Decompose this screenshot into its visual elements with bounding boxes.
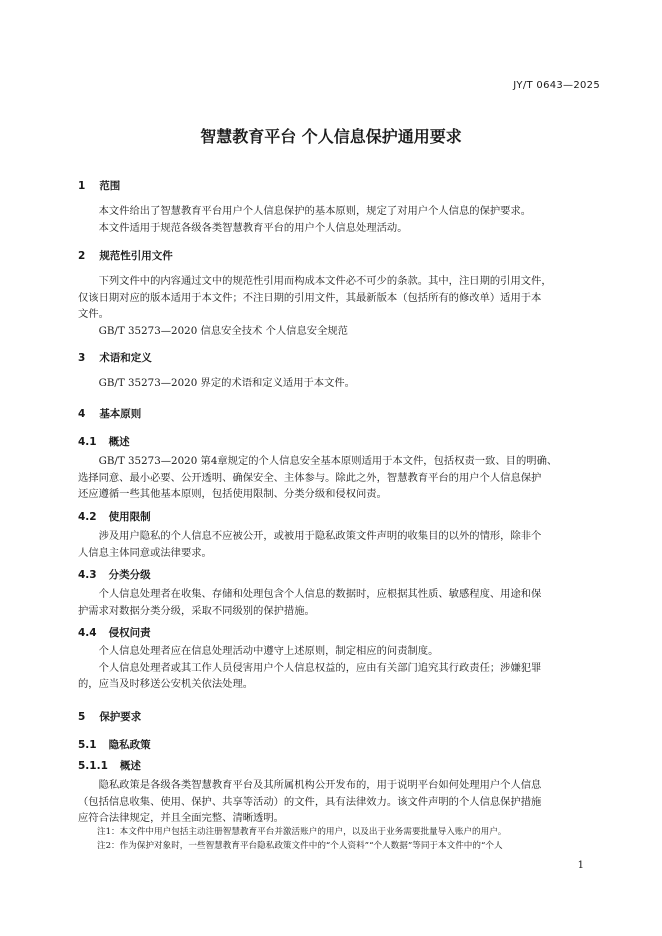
section-4-3-body — [78, 586, 598, 619]
section-title: 规范性引用文件 — [99, 250, 173, 262]
section-title: 概述 — [108, 436, 130, 448]
paragraph-line: 还应遵循一些其他基本原则，包括使用限制、分类分级和侵权问责。 — [78, 488, 387, 500]
section-title: 保护要求 — [99, 711, 142, 723]
paragraph-line: 选择同意、最小必要、公开透明、确保安全、主体参与。除此之外，智慧教育平台的用户个人信息保护 — [78, 471, 542, 484]
section-1-body — [78, 203, 598, 236]
section-4-2-heading — [78, 509, 151, 524]
paragraph-line: 涉及用户隐私的个人信息不应被公开，或被用于隐私政策文件声明的收集目的以外的情形，除非个 — [78, 530, 542, 542]
section-number: 3 — [78, 352, 86, 364]
section-title: 术语和定义 — [99, 352, 152, 364]
notes — [97, 825, 602, 853]
paragraph-line: 个人信息处理者在收集、存储和处理包含个人信息的数据时，应根据其性质、敏感程度、用途和保 — [78, 588, 542, 600]
standard-number: JY/T 0643—2025 — [513, 80, 600, 91]
section-number: 4.3 — [78, 569, 97, 581]
section-title: 概述 — [119, 760, 141, 772]
paragraph-line: 下列文件中的内容通过文中的规范性引用而构成本文件必不可少的条款。其中，注日期的引用文件， — [78, 275, 552, 287]
paragraph-line: GB/T 35273—2020 第4章规定的个人信息安全基本原则适用于本文件，包括权责一致、目的明确、 — [78, 455, 558, 467]
section-1-heading — [78, 178, 120, 193]
note-2: 注2：作为保护对象时，一些智慧教育平台隐私政策文件中的“个人资料”“个人数据”等同于本文件中的“个人 — [97, 841, 503, 851]
paragraph-line: 文件。 — [78, 308, 109, 320]
section-4-1-heading — [78, 434, 130, 449]
section-title: 分类分级 — [108, 569, 151, 581]
section-title: 使用限制 — [108, 511, 151, 523]
paragraph-line: GB/T 35273—2020 信息安全技术 个人信息安全规范 — [78, 324, 348, 337]
section-4-1-body — [78, 453, 598, 503]
section-number: 1 — [78, 180, 86, 192]
paragraph-line: 本文件适用于规范各级各类智慧教育平台的用户个人信息处理活动。 — [78, 221, 408, 234]
document-title: 智慧教育平台 个人信息保护通用要求 — [200, 127, 462, 146]
section-number: 4 — [78, 408, 86, 420]
paragraph-line: 应符合法律规定，并且全面完整、清晰透明。 — [78, 812, 284, 824]
paragraph-line: 隐私政策是各级各类智慧教育平台及其所属机构公开发布的，用于说明平台如何处理用户个人信息 — [78, 779, 542, 791]
section-5-1-1-heading — [78, 758, 141, 773]
section-5-heading — [78, 709, 141, 724]
section-4-4-heading — [78, 625, 151, 640]
paragraph-line: 本文件给出了智慧教育平台用户个人信息保护的基本原则，规定了对用户个人信息的保护要求。 — [78, 205, 532, 217]
section-number: 5 — [78, 711, 86, 723]
note-1: 注1：本文件中用户包括主动注册智慧教育平台并激活账户的用户，以及出于业务需要批量导入账户的用户。 — [97, 827, 507, 837]
section-title: 侵权问责 — [108, 627, 151, 639]
section-number: 4.4 — [78, 627, 97, 639]
section-4-4-body — [78, 643, 598, 693]
paragraph-line: 人信息主体同意或法律要求。 — [78, 546, 212, 559]
paragraph-line: GB/T 35273—2020 界定的术语和定义适用于本文件。 — [78, 377, 355, 389]
section-3-body — [78, 375, 598, 392]
section-title: 范围 — [99, 180, 121, 192]
section-2-body — [78, 273, 598, 339]
paragraph-line: 仅该日期对应的版本适用于本文件；不注日期的引用文件，其最新版本（包括所有的修改单）适用于本 — [78, 291, 542, 304]
section-number: 4.2 — [78, 511, 97, 523]
section-title: 基本原则 — [99, 408, 142, 420]
section-5-1-1-body — [78, 777, 598, 827]
section-4-2-body — [78, 528, 598, 561]
section-3-heading — [78, 350, 152, 365]
paragraph-line: 的，应当及时移送公安机关依法处理。 — [78, 678, 254, 690]
page-number: 1 — [577, 860, 584, 871]
section-number: 2 — [78, 250, 86, 262]
paragraph-line: 个人信息处理者应在信息处理活动中遵守上述原则，制定相应的问责制度。 — [78, 645, 439, 657]
section-2-heading — [78, 248, 173, 263]
section-number: 5.1.1 — [78, 760, 108, 772]
paragraph-line: 护需求对数据分类分级，采取不同级别的保护措施。 — [78, 604, 315, 617]
section-5-1-heading — [78, 737, 151, 752]
paragraph-line: 个人信息处理者或其工作人员侵害用户个人信息权益的，应由有关部门追究其行政责任；涉嫌犯罪 — [78, 661, 542, 674]
section-title: 隐私政策 — [108, 739, 151, 751]
section-number: 5.1 — [78, 739, 97, 751]
section-number: 4.1 — [78, 436, 97, 448]
section-4-3-heading — [78, 567, 151, 582]
section-4-heading — [78, 406, 141, 421]
paragraph-line: （包括信息收集、使用、保护、共享等活动）的文件，具有法律效力。该文件声明的个人信息保护措施 — [78, 795, 542, 808]
